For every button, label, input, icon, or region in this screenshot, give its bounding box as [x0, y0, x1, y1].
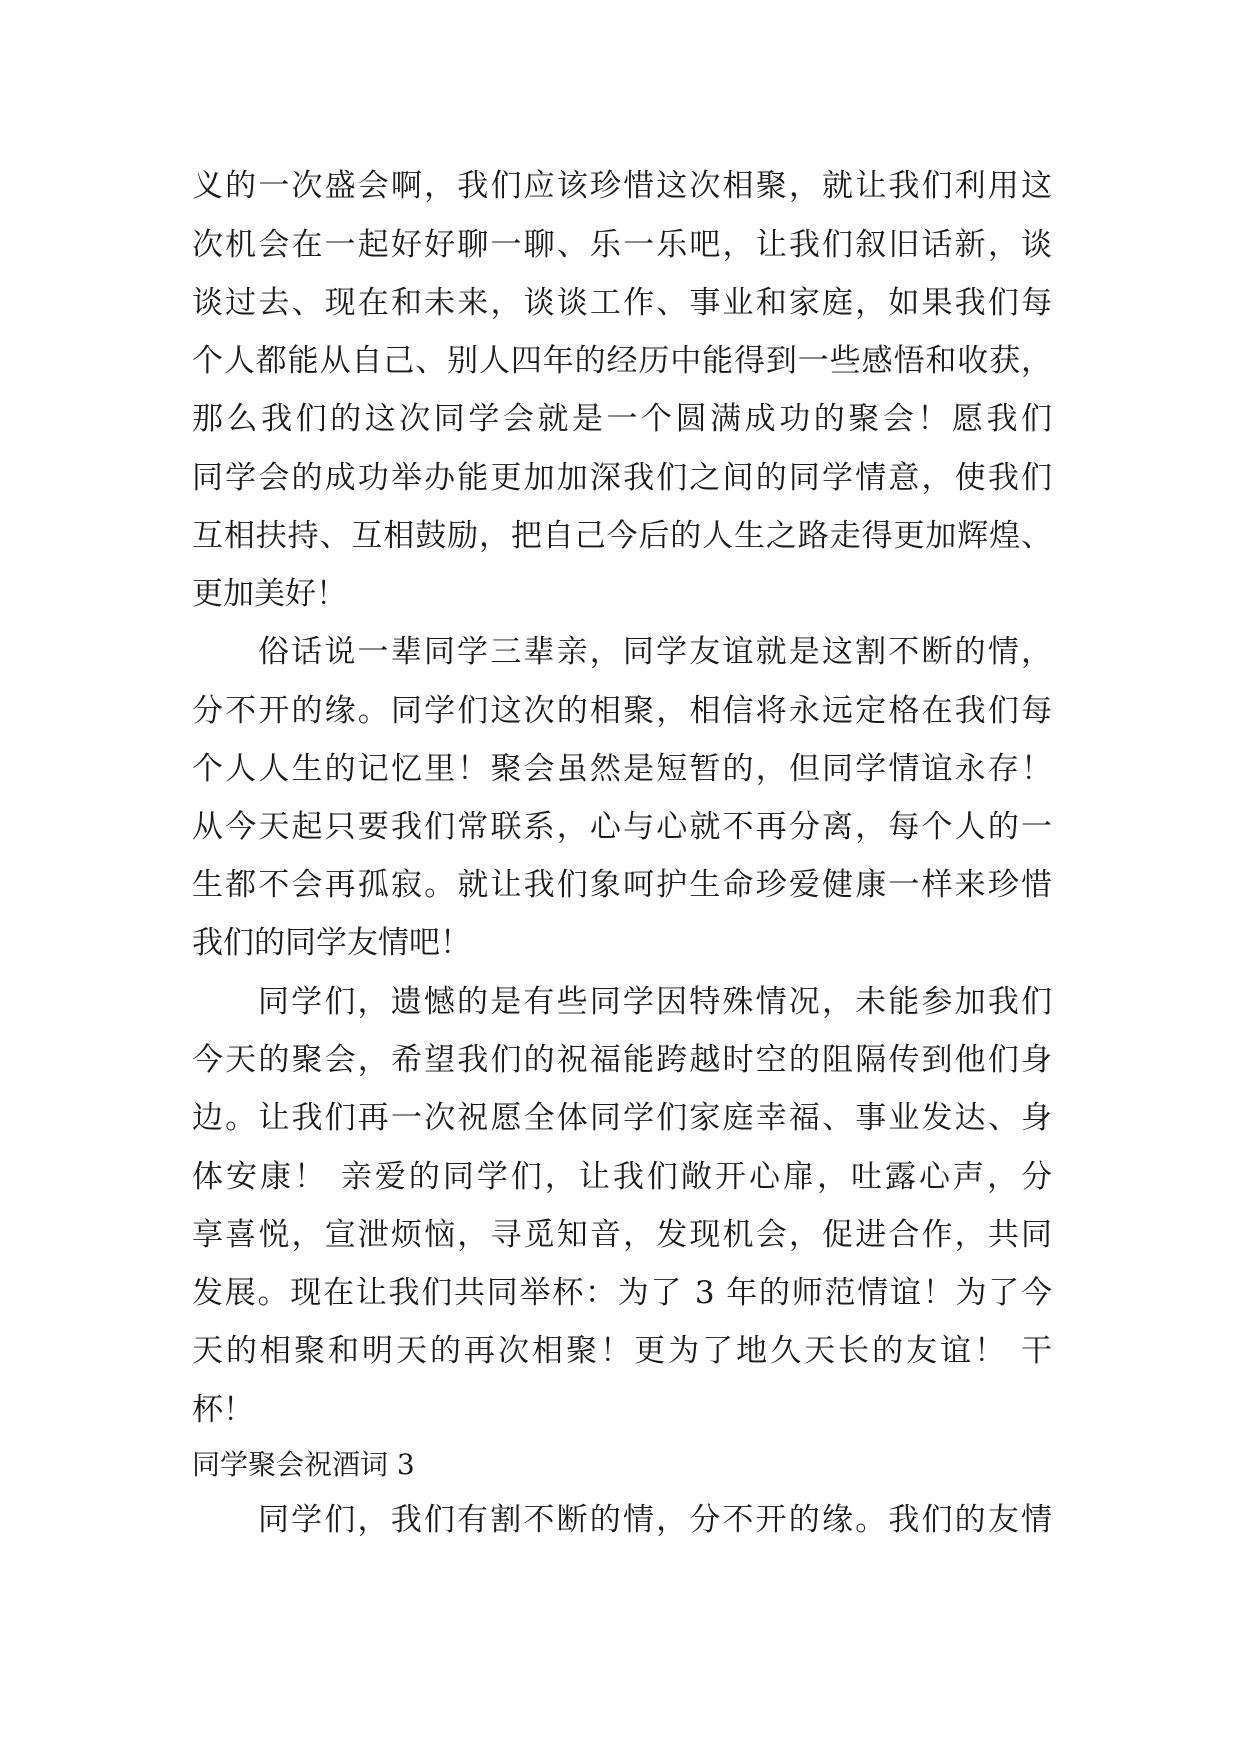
paragraph-line: 天的相聚和明天的再次相聚！更为了地久天长的友谊！ 干: [192, 1333, 1052, 1369]
paragraph-line: 享喜悦，宣泄烦恼，寻觅知音，发现机会，促进合作，共同: [192, 1217, 1052, 1253]
paragraph-line: 我们的同学友情吧！: [192, 925, 471, 961]
paragraph-line: 同学会的成功举办能更加加深我们之间的同学情意，使我们: [192, 460, 1052, 496]
paragraph-line: 个人都能从自己、别人四年的经历中能得到一些感悟和收获，: [192, 343, 1052, 379]
paragraph-first-line: 同学们，遗憾的是有些同学因特殊情况，未能参加我们: [258, 984, 1052, 1020]
paragraph-first-line: 同学们，我们有割不断的情，分不开的缘。我们的友情: [258, 1502, 1052, 1538]
paragraph-line: 发展。现在让我们共同举杯：为了 3 年的师范情谊！为了今: [192, 1275, 1052, 1311]
paragraph-line: 杯！: [192, 1392, 254, 1428]
paragraph-line: 分不开的缘。同学们这次的相聚，相信将永远定格在我们每: [192, 693, 1052, 729]
paragraph-line: 体安康！ 亲爱的同学们，让我们敞开心扉，吐露心声，分: [192, 1159, 1052, 1195]
paragraph-line: 那么我们的这次同学会就是一个圆满成功的聚会！愿我们: [192, 401, 1052, 437]
paragraph-line: 从今天起只要我们常联系，心与心就不再分离，每个人的一: [192, 809, 1052, 845]
paragraph-line: 次机会在一起好好聊一聊、乐一乐吧，让我们叙旧话新，谈: [192, 227, 1052, 263]
paragraph-line: 今天的聚会，希望我们的祝福能跨越时空的阻隔传到他们身: [192, 1042, 1052, 1078]
paragraph-line: 更加美好！: [192, 576, 347, 612]
section-heading: 同学聚会祝酒词 3: [192, 1448, 415, 1481]
paragraph-line: 生都不会再孤寂。就让我们象呵护生命珍爱健康一样来珍惜: [192, 867, 1052, 903]
paragraph-line: 互相扶持、互相鼓励，把自己今后的人生之路走得更加辉煌、: [192, 518, 1052, 554]
paragraph-line: 边。让我们再一次祝愿全体同学们家庭幸福、事业发达、身: [192, 1100, 1052, 1136]
paragraph-line: 义的一次盛会啊，我们应该珍惜这次相聚，就让我们利用这: [192, 168, 1052, 204]
paragraph-first-line: 俗话说一辈同学三辈亲，同学友谊就是这割不断的情，: [258, 634, 1052, 670]
paragraph-line: 谈过去、现在和未来，谈谈工作、事业和家庭，如果我们每: [192, 285, 1052, 321]
paragraph-line: 个人人生的记忆里！聚会虽然是短暂的，但同学情谊永存！: [192, 751, 1052, 787]
